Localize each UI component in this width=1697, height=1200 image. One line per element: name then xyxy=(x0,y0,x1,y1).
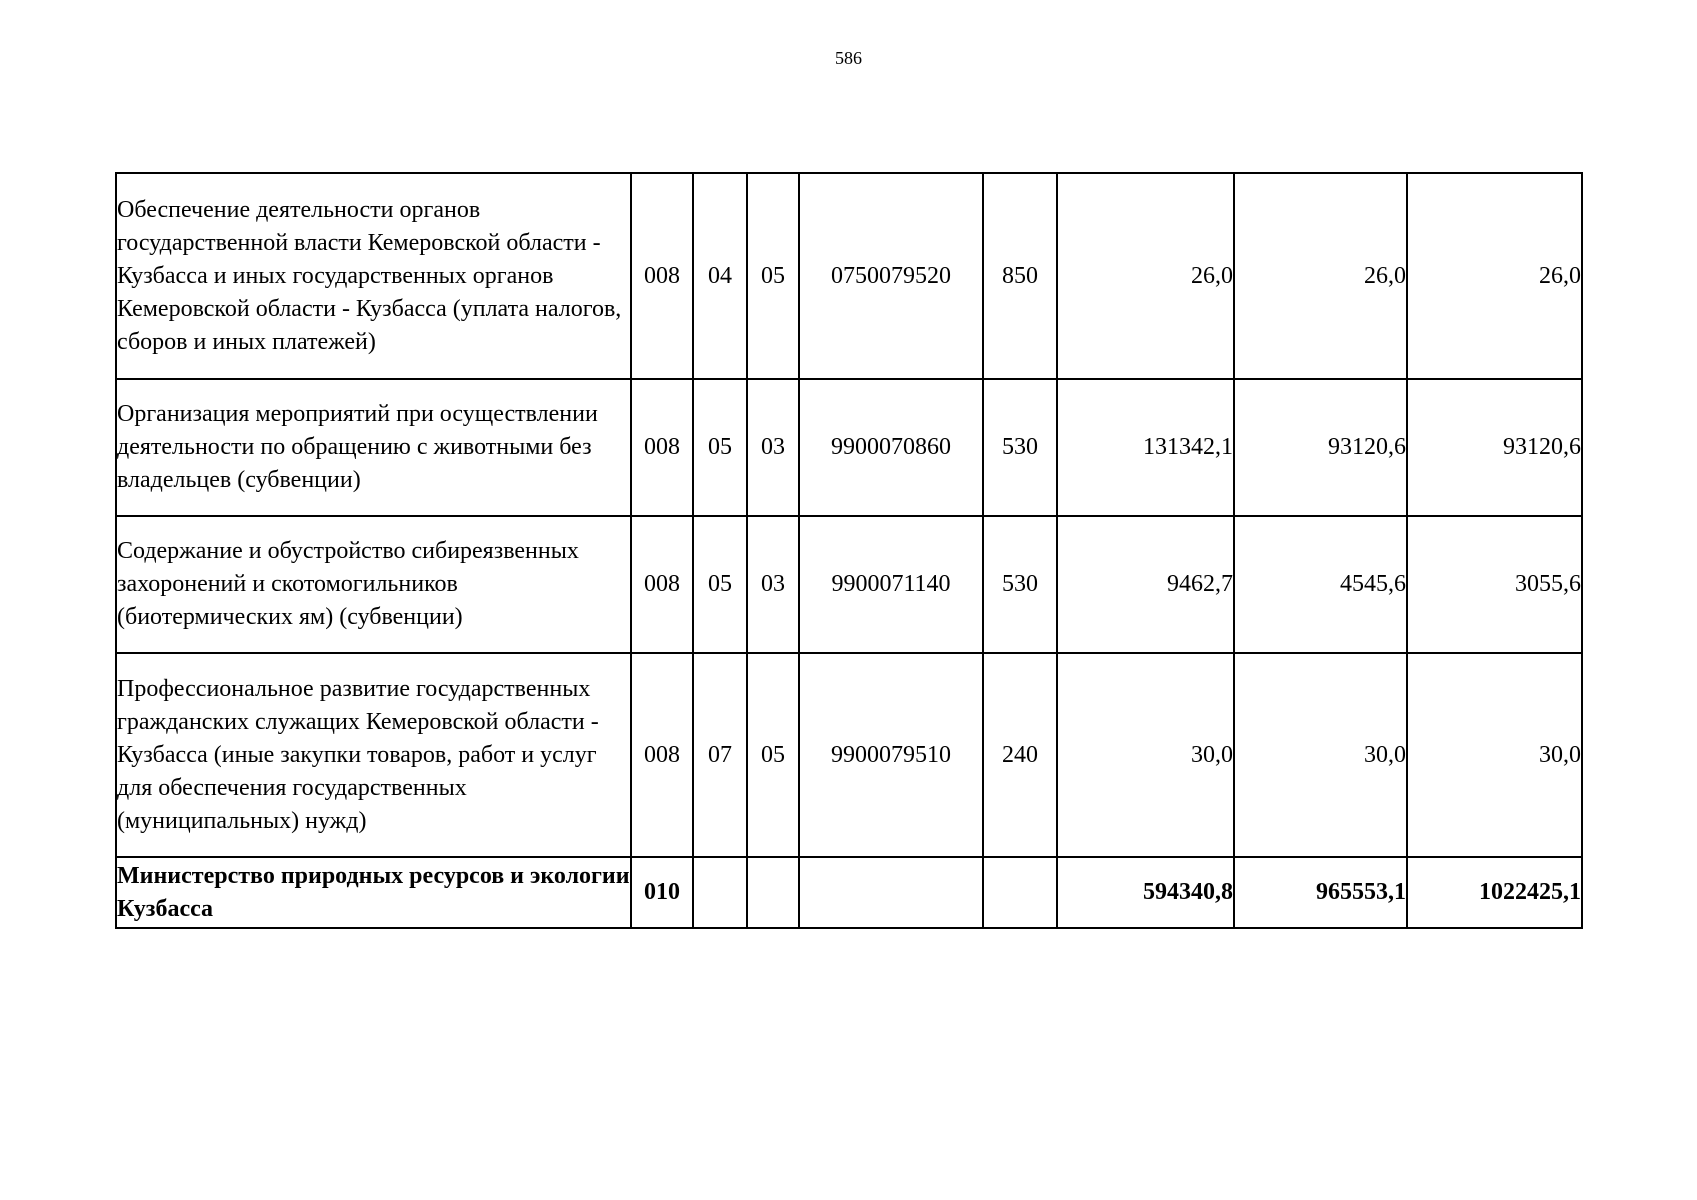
expense-type-code: 530 xyxy=(983,379,1057,516)
amount-year-1: 30,0 xyxy=(1057,653,1234,857)
item-name: Обеспечение деятельности органов государственной власти Кемеровской области - Кузбасса и иных государственных органов Кемеровской области - Кузбасса (уплата налогов, сборов и иных платежей) xyxy=(116,173,631,379)
item-name: Содержание и обустройство сибиреязвенных захоронений и скотомогильников (биотермических ям) (субвенции) xyxy=(116,516,631,653)
subsection-code: 03 xyxy=(747,516,799,653)
subsection-code xyxy=(747,857,799,928)
expense-type-code: 240 xyxy=(983,653,1057,857)
table-row xyxy=(116,173,1582,379)
amount-year-2: 26,0 xyxy=(1234,173,1407,379)
amount-year-3: 3055,6 xyxy=(1407,516,1582,653)
budget-table xyxy=(115,172,1583,929)
ministry-name: Министерство природных ресурсов и экологии Кузбасса xyxy=(116,857,631,928)
ministry-code: 008 xyxy=(631,173,693,379)
target-article-code: 9900079510 xyxy=(799,653,983,857)
item-name: Организация мероприятий при осуществлении деятельности по обращению с животными без владельцев (субвенции) xyxy=(116,379,631,516)
table-row xyxy=(116,379,1582,516)
item-name: Профессиональное развитие государственных гражданских служащих Кемеровской области - Кузбасса (иные закупки товаров, работ и услуг для обеспечения государственных (муниципальных) нужд) xyxy=(116,653,631,857)
amount-year-2: 4545,6 xyxy=(1234,516,1407,653)
subsection-code: 03 xyxy=(747,379,799,516)
target-article-code: 9900070860 xyxy=(799,379,983,516)
table-total-row xyxy=(116,857,1582,928)
amount-year-1: 9462,7 xyxy=(1057,516,1234,653)
amount-year-1: 26,0 xyxy=(1057,173,1234,379)
section-code: 05 xyxy=(693,379,747,516)
subsection-code: 05 xyxy=(747,653,799,857)
target-article-code xyxy=(799,857,983,928)
ministry-code: 008 xyxy=(631,379,693,516)
page-number: 586 xyxy=(835,48,862,68)
section-code: 05 xyxy=(693,516,747,653)
total-year-3: 1022425,1 xyxy=(1407,857,1582,928)
ministry-code: 008 xyxy=(631,653,693,857)
amount-year-3: 26,0 xyxy=(1407,173,1582,379)
amount-year-1: 131342,1 xyxy=(1057,379,1234,516)
total-year-1: 594340,8 xyxy=(1057,857,1234,928)
expense-type-code: 530 xyxy=(983,516,1057,653)
expense-type-code xyxy=(983,857,1057,928)
amount-year-2: 30,0 xyxy=(1234,653,1407,857)
expense-type-code: 850 xyxy=(983,173,1057,379)
section-code: 07 xyxy=(693,653,747,857)
ministry-code: 008 xyxy=(631,516,693,653)
target-article-code: 0750079520 xyxy=(799,173,983,379)
subsection-code: 05 xyxy=(747,173,799,379)
section-code xyxy=(693,857,747,928)
amount-year-2: 93120,6 xyxy=(1234,379,1407,516)
amount-year-3: 30,0 xyxy=(1407,653,1582,857)
amount-year-3: 93120,6 xyxy=(1407,379,1582,516)
section-code: 04 xyxy=(693,173,747,379)
table-row xyxy=(116,516,1582,653)
total-year-2: 965553,1 xyxy=(1234,857,1407,928)
target-article-code: 9900071140 xyxy=(799,516,983,653)
ministry-code: 010 xyxy=(631,857,693,928)
table-row xyxy=(116,653,1582,857)
